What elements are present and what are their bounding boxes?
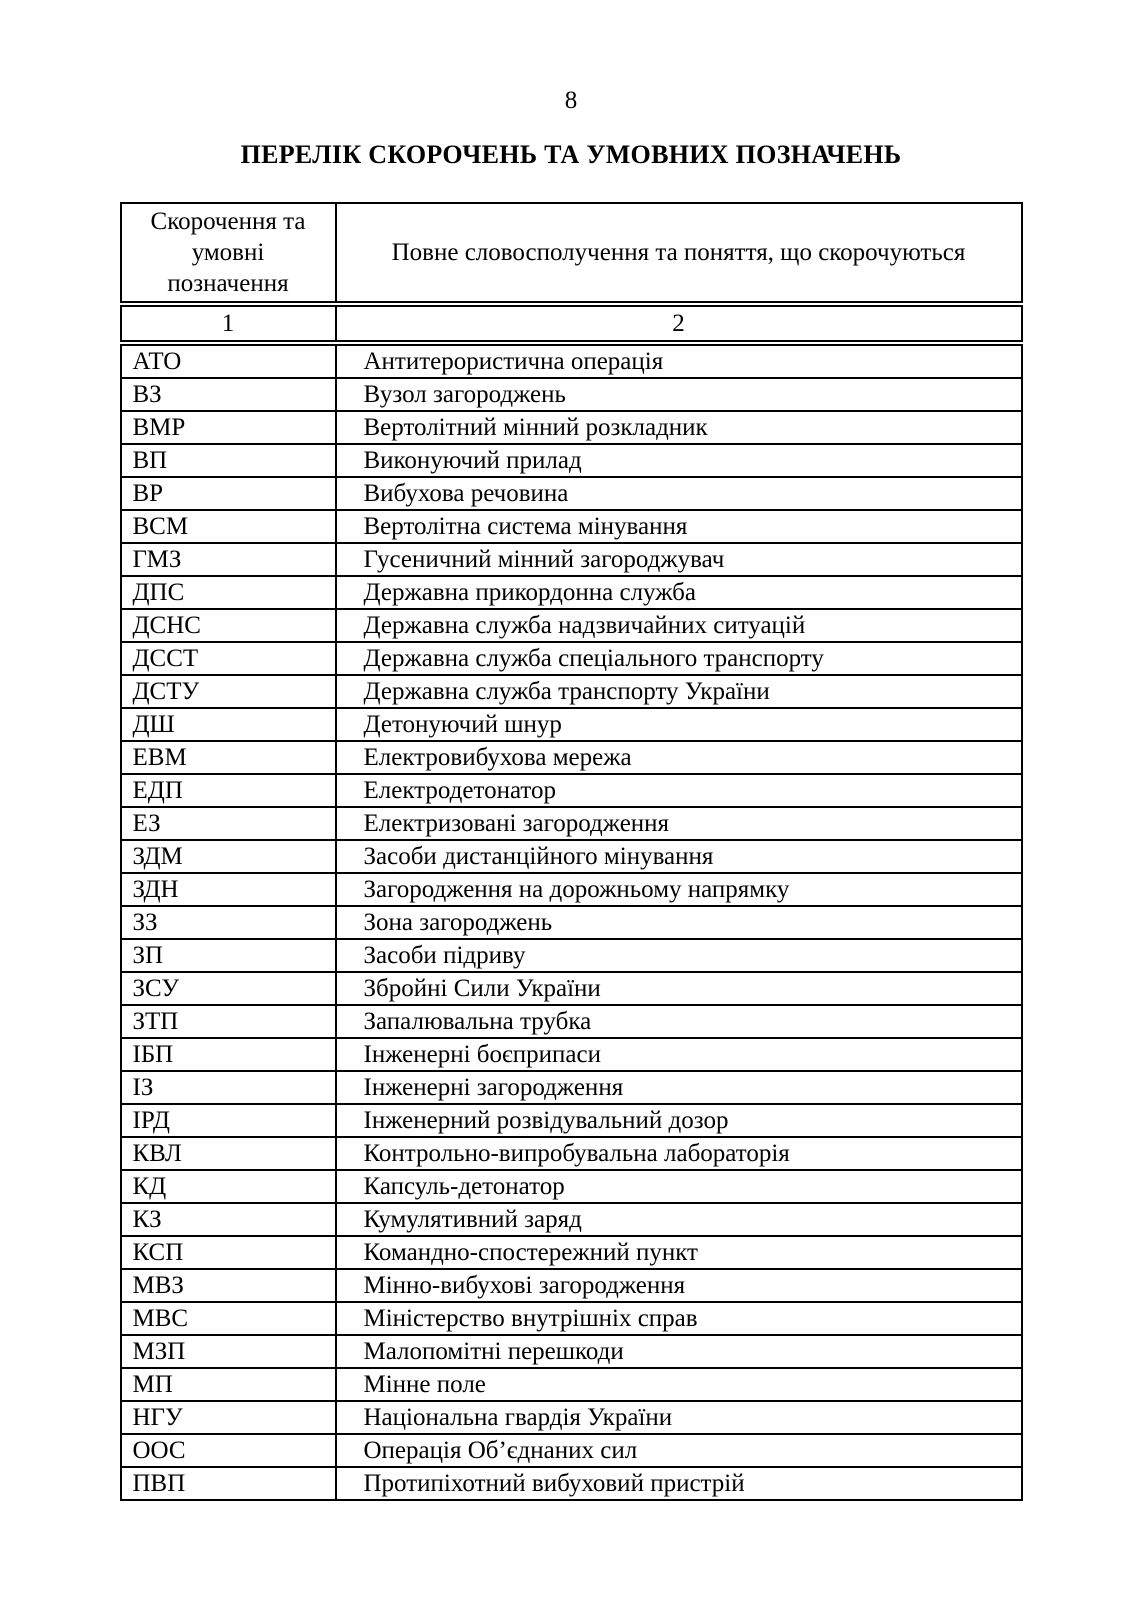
table-row	[121, 343, 1022, 378]
table-row	[121, 444, 1022, 477]
abbreviation-cell: ДСТУ	[121, 675, 336, 708]
full-phrase-cell: Мінно-вибухові загородження	[336, 1269, 1022, 1302]
full-phrase-cell: Збройні Сили України	[336, 972, 1022, 1005]
full-phrase-cell: Кумулятивний заряд	[336, 1203, 1022, 1236]
abbreviation-cell: ДПС	[121, 576, 336, 609]
table-row	[121, 477, 1022, 510]
abbreviation-cell: ВП	[121, 444, 336, 477]
table-row	[121, 411, 1022, 444]
table-row	[121, 1104, 1022, 1137]
table-row	[121, 1005, 1022, 1038]
full-phrase-cell: Вертолітний мінний розкладник	[336, 411, 1022, 444]
abbreviation-cell: ВМР	[121, 411, 336, 444]
full-phrase-cell: Інженерний розвідувальний дозор	[336, 1104, 1022, 1137]
table-row	[121, 939, 1022, 972]
full-phrase-cell: Державна прикордонна служба	[336, 576, 1022, 609]
full-phrase-cell: Вузол загороджень	[336, 378, 1022, 411]
table-row	[121, 972, 1022, 1005]
abbreviation-cell: ІБП	[121, 1038, 336, 1071]
table-row	[121, 1203, 1022, 1236]
table-row	[121, 1434, 1022, 1467]
full-phrase-cell: Міністерство внутрішніх справ	[336, 1302, 1022, 1335]
column-number-row	[121, 304, 1022, 343]
table-row	[121, 741, 1022, 774]
table-body	[121, 343, 1022, 1500]
table-row	[121, 840, 1022, 873]
abbreviation-cell: ВСМ	[121, 510, 336, 543]
full-phrase-cell: Командно-спостережний пункт	[336, 1236, 1022, 1269]
full-phrase-cell: Інженерні боєприпаси	[336, 1038, 1022, 1071]
full-phrase-cell: Засоби підриву	[336, 939, 1022, 972]
abbreviation-cell: ІРД	[121, 1104, 336, 1137]
abbreviation-cell: ВЗ	[121, 378, 336, 411]
table-row	[121, 1368, 1022, 1401]
full-phrase-cell: Електродетонатор	[336, 774, 1022, 807]
abbreviation-cell: ЗДН	[121, 873, 336, 906]
abbreviation-cell: ДССТ	[121, 642, 336, 675]
table-row	[121, 1236, 1022, 1269]
table-row	[121, 906, 1022, 939]
abbreviation-cell: МВЗ	[121, 1269, 336, 1302]
full-phrase-column-header: Повне словосполучення та поняття, що скорочуються	[336, 203, 1022, 304]
table-row	[121, 1071, 1022, 1104]
abbreviation-cell: АТО	[121, 343, 336, 378]
full-phrase-cell: Електризовані загородження	[336, 807, 1022, 840]
abbreviation-cell: ЗТП	[121, 1005, 336, 1038]
table-row	[121, 1302, 1022, 1335]
abbreviation-cell: ЕВМ	[121, 741, 336, 774]
full-phrase-cell: Державна служба транспорту України	[336, 675, 1022, 708]
abbreviation-cell: КЗ	[121, 1203, 336, 1236]
abbreviation-cell: МП	[121, 1368, 336, 1401]
full-phrase-cell: Детонуючий шнур	[336, 708, 1022, 741]
abbreviation-cell: ЕДП	[121, 774, 336, 807]
abbreviation-cell: ПВП	[121, 1467, 336, 1500]
table-header-row	[121, 203, 1022, 304]
full-phrase-cell: Мінне поле	[336, 1368, 1022, 1401]
table-row	[121, 1137, 1022, 1170]
abbreviation-cell: ЗСУ	[121, 972, 336, 1005]
table-row	[121, 543, 1022, 576]
full-phrase-cell: Антитерористична операція	[336, 343, 1022, 378]
table-row	[121, 708, 1022, 741]
full-phrase-cell: Операція Об’єднаних сил	[336, 1434, 1022, 1467]
full-phrase-cell: Електровибухова мережа	[336, 741, 1022, 774]
abbreviations-table	[120, 202, 1023, 1501]
table-row	[121, 1170, 1022, 1203]
table-row	[121, 873, 1022, 906]
abbreviation-cell: ІЗ	[121, 1071, 336, 1104]
table-row	[121, 1467, 1022, 1500]
abbreviation-cell: ООС	[121, 1434, 336, 1467]
table-row	[121, 675, 1022, 708]
abbreviation-column-header: Скорочення та умовні позначення	[121, 203, 336, 304]
full-phrase-cell: Виконуючий прилад	[336, 444, 1022, 477]
abbreviation-cell: ГМЗ	[121, 543, 336, 576]
full-phrase-cell: Вибухова речовина	[336, 477, 1022, 510]
table-row	[121, 1038, 1022, 1071]
column-number-2: 2	[336, 304, 1022, 343]
abbreviation-cell: КСП	[121, 1236, 336, 1269]
table-row	[121, 642, 1022, 675]
table-row	[121, 378, 1022, 411]
table-row	[121, 807, 1022, 840]
abbreviation-cell: ДСНС	[121, 609, 336, 642]
table-row	[121, 576, 1022, 609]
full-phrase-cell: Протипіхотний вибуховий пристрій	[336, 1467, 1022, 1500]
table-row	[121, 1335, 1022, 1368]
abbreviation-cell: ЗДМ	[121, 840, 336, 873]
full-phrase-cell: Малопомітні перешкоди	[336, 1335, 1022, 1368]
abbreviation-cell: КД	[121, 1170, 336, 1203]
page-title: ПЕРЕЛІК СКОРОЧЕНЬ ТА УМОВНИХ ПОЗНАЧЕНЬ	[240, 140, 902, 169]
table-row	[121, 774, 1022, 807]
table-row	[121, 510, 1022, 543]
abbreviation-cell: ВР	[121, 477, 336, 510]
full-phrase-cell: Вертолітна система мінування	[336, 510, 1022, 543]
abbreviation-cell: МЗП	[121, 1335, 336, 1368]
full-phrase-cell: Інженерні загородження	[336, 1071, 1022, 1104]
table-row	[121, 1401, 1022, 1434]
abbreviation-cell: КВЛ	[121, 1137, 336, 1170]
page-number: 8	[564, 87, 578, 114]
abbreviation-cell: ЕЗ	[121, 807, 336, 840]
abbreviation-cell: ЗЗ	[121, 906, 336, 939]
abbreviation-cell: НГУ	[121, 1401, 336, 1434]
full-phrase-cell: Державна служба спеціального транспорту	[336, 642, 1022, 675]
column-number-1: 1	[121, 304, 336, 343]
table-row	[121, 1269, 1022, 1302]
full-phrase-cell: Засоби дистанційного мінування	[336, 840, 1022, 873]
full-phrase-cell: Загородження на дорожньому напрямку	[336, 873, 1022, 906]
full-phrase-cell: Запалювальна трубка	[336, 1005, 1022, 1038]
full-phrase-cell: Гусеничний мінний загороджувач	[336, 543, 1022, 576]
full-phrase-cell: Капсуль-детонатор	[336, 1170, 1022, 1203]
table-row	[121, 609, 1022, 642]
abbreviation-cell: ЗП	[121, 939, 336, 972]
abbreviation-cell: ДШ	[121, 708, 336, 741]
full-phrase-cell: Контрольно-випробувальна лабораторія	[336, 1137, 1022, 1170]
abbreviation-cell: МВС	[121, 1302, 336, 1335]
full-phrase-cell: Державна служба надзвичайних ситуацій	[336, 609, 1022, 642]
full-phrase-cell: Національна гвардія України	[336, 1401, 1022, 1434]
full-phrase-cell: Зона загороджень	[336, 906, 1022, 939]
